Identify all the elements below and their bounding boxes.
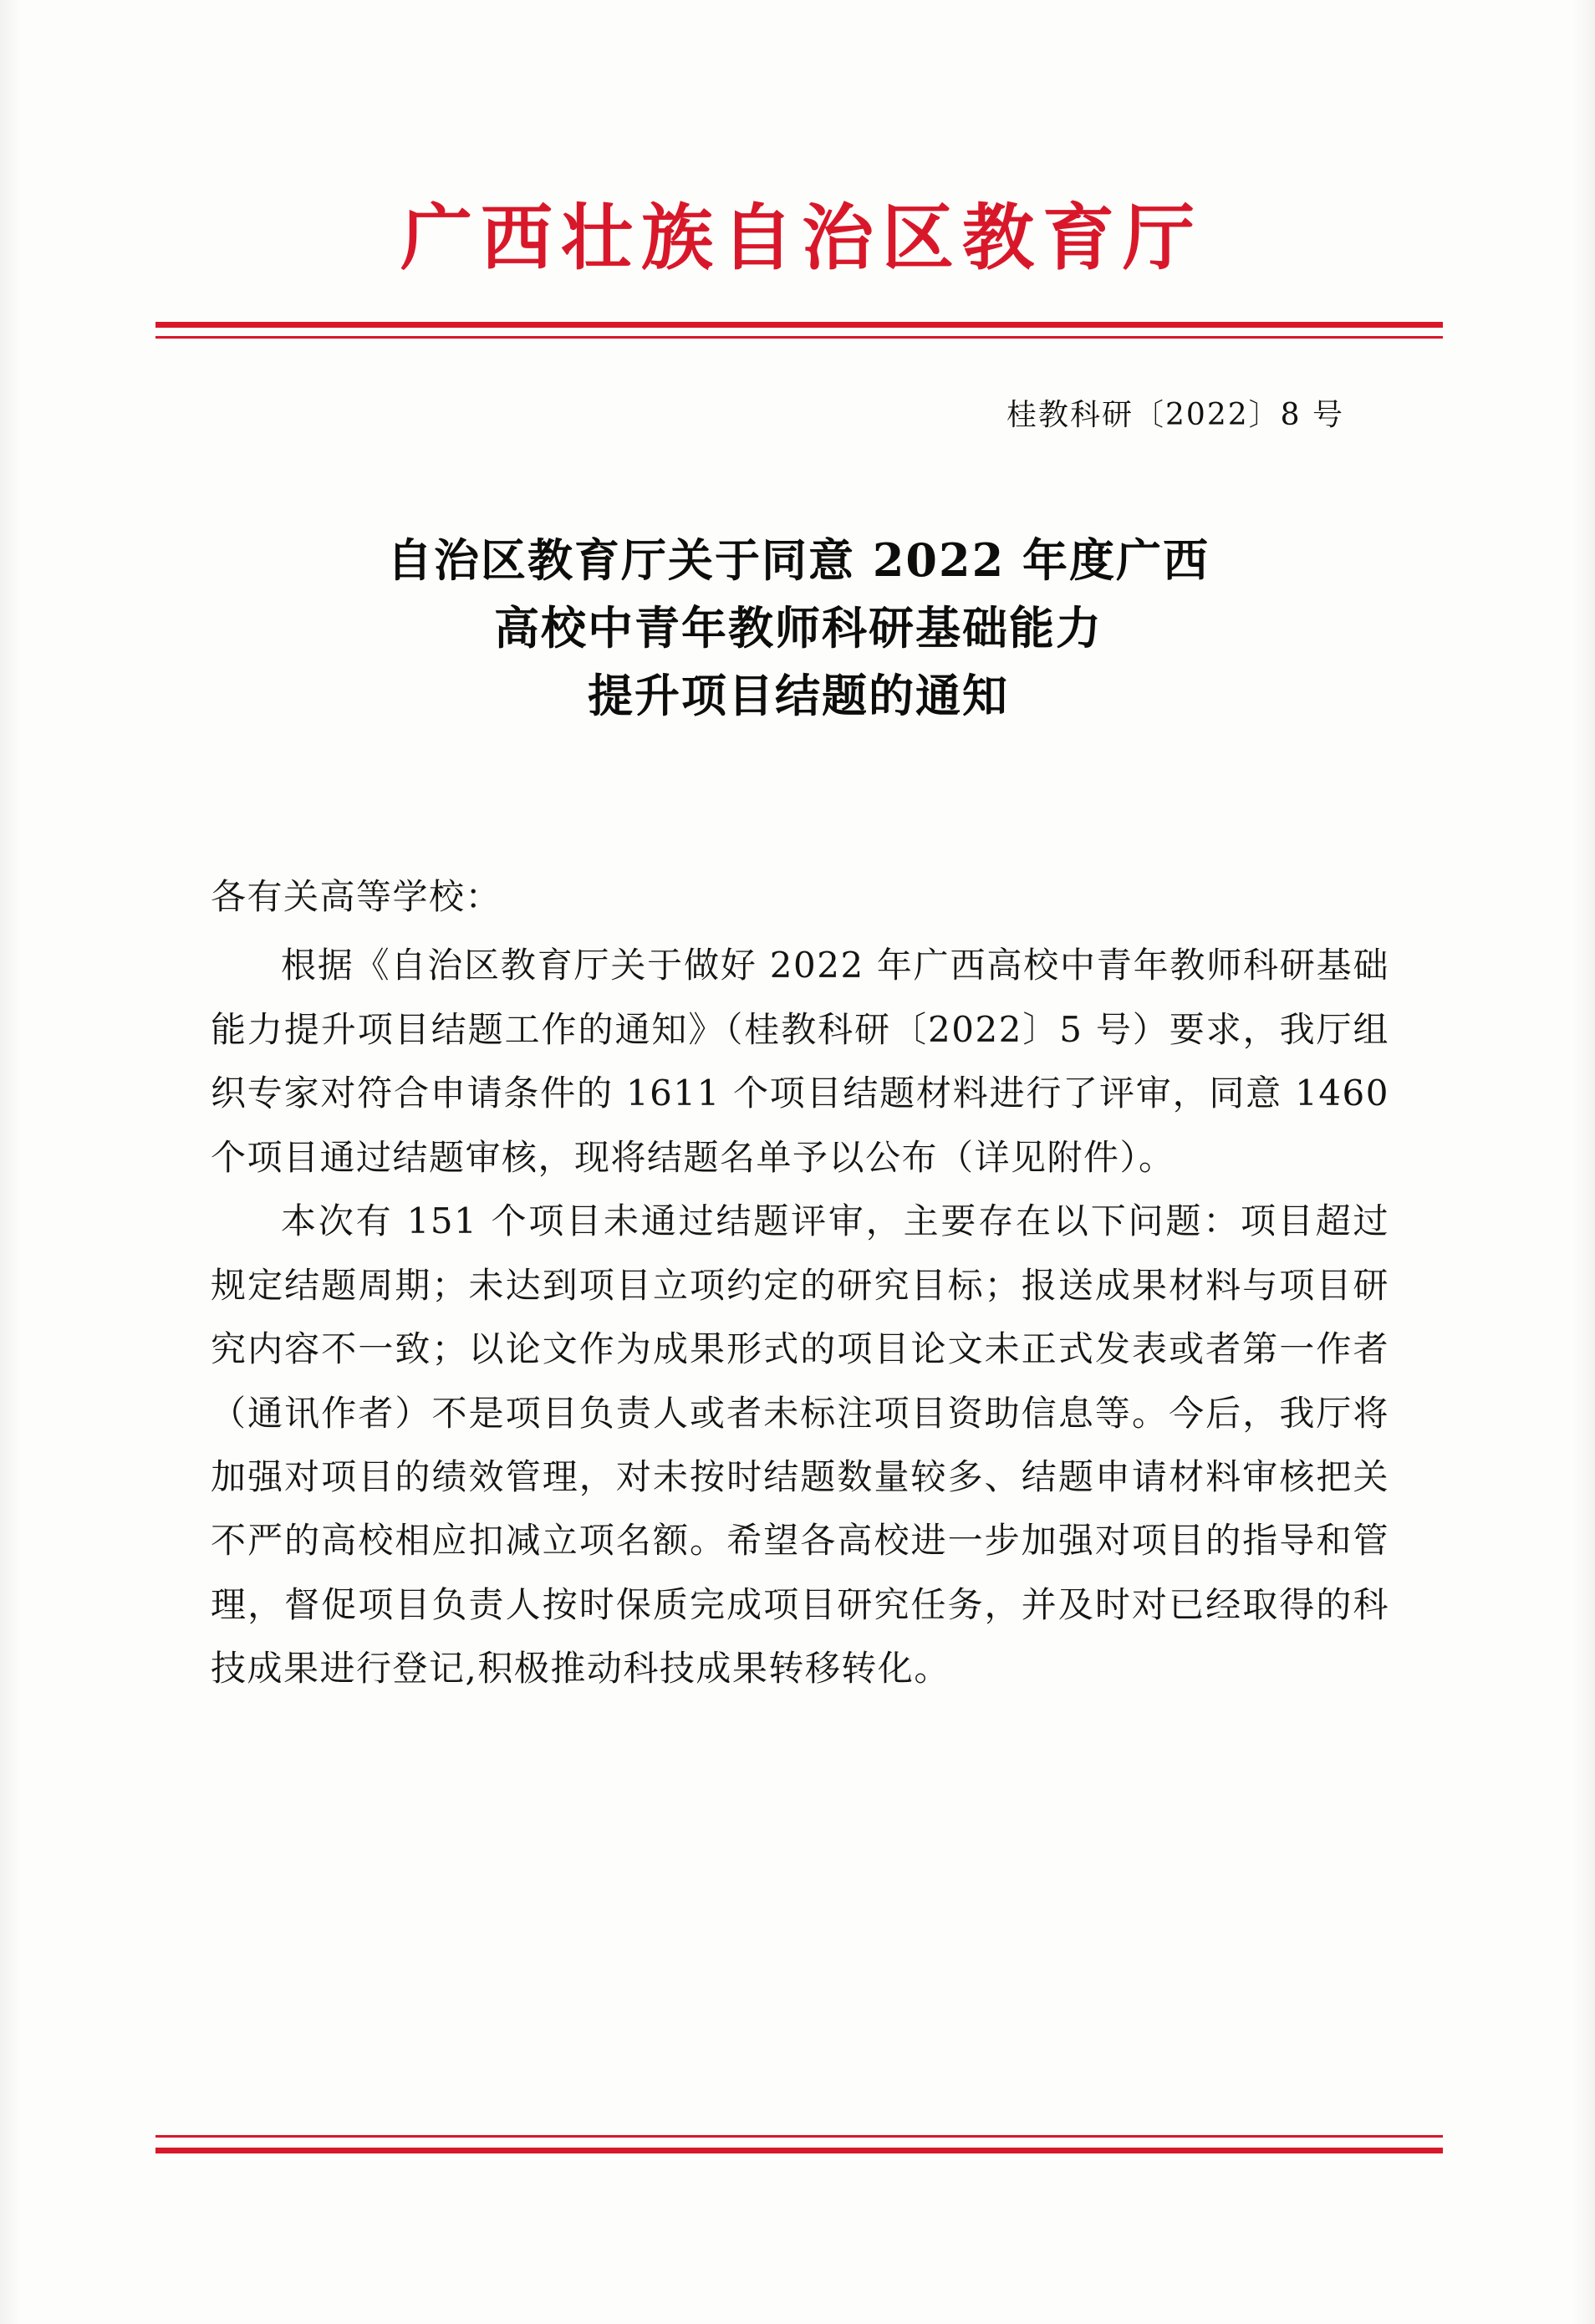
document-number: 桂教科研〔2022〕8 号 xyxy=(1006,398,1344,432)
page-title-line-1: 自治区教育厅关于同意 2022 年度广西 xyxy=(387,533,1210,587)
page-title xyxy=(251,527,1346,730)
footer-rule xyxy=(155,2135,1443,2157)
issuing-organization: 广西壮族自治区教育厅 xyxy=(400,196,1203,280)
page-edge-shadow-left xyxy=(0,0,22,2324)
salutation: 各有关高等学校： xyxy=(211,876,502,917)
body-paragraph-2: 本次有 151 个项目未通过结题评审，主要存在以下问题：项目超过规定结题周期；未达到项目立项约定的研究目标；报送成果材料与项目研究内容不一致；以论文作为成果形式的项目论文未正式发表或者第一作者（通讯作者）不是项目负责人或者未标注项目资助信息等。今后，我厅将加强对项目的绩效管理，对未按时结题数量较多、结题申请材料审核把关不严的高校相应扣减立项名额。希望各高校进一步加强对项目的指导和管理，督促项目负责人按时保质完成项目研究任务，并及时对已经取得的科技成果进行登记,积极推动科技成果转移转化。 xyxy=(211,1200,1389,1689)
masthead xyxy=(0,196,1595,280)
body-paragraph-1: 根据《自治区教育厅关于做好 2022 年广西高校中青年教师科研基础能力提升项目结题工作的通知》（桂教科研〔2022〕5 号）要求，我厅组织专家对符合申请条件的 1611 个项目结题材料进行了评审，同意 1460 个项目通过结题审核，现将结题名单予以公布（详见附件）。 xyxy=(211,945,1389,1178)
page-title-line-2: 高校中青年教师科研基础能力 xyxy=(494,601,1103,655)
page-title-line-3: 提升项目结题的通知 xyxy=(588,669,1009,722)
footer-rule-thick xyxy=(155,2148,1443,2153)
masthead-rule xyxy=(155,322,1443,344)
masthead-rule-thin xyxy=(155,336,1443,339)
document-body xyxy=(211,865,1389,1701)
masthead-rule-thick xyxy=(155,322,1443,328)
page-edge-shadow-right xyxy=(1573,0,1595,2324)
footer-rule-thin xyxy=(155,2135,1443,2138)
